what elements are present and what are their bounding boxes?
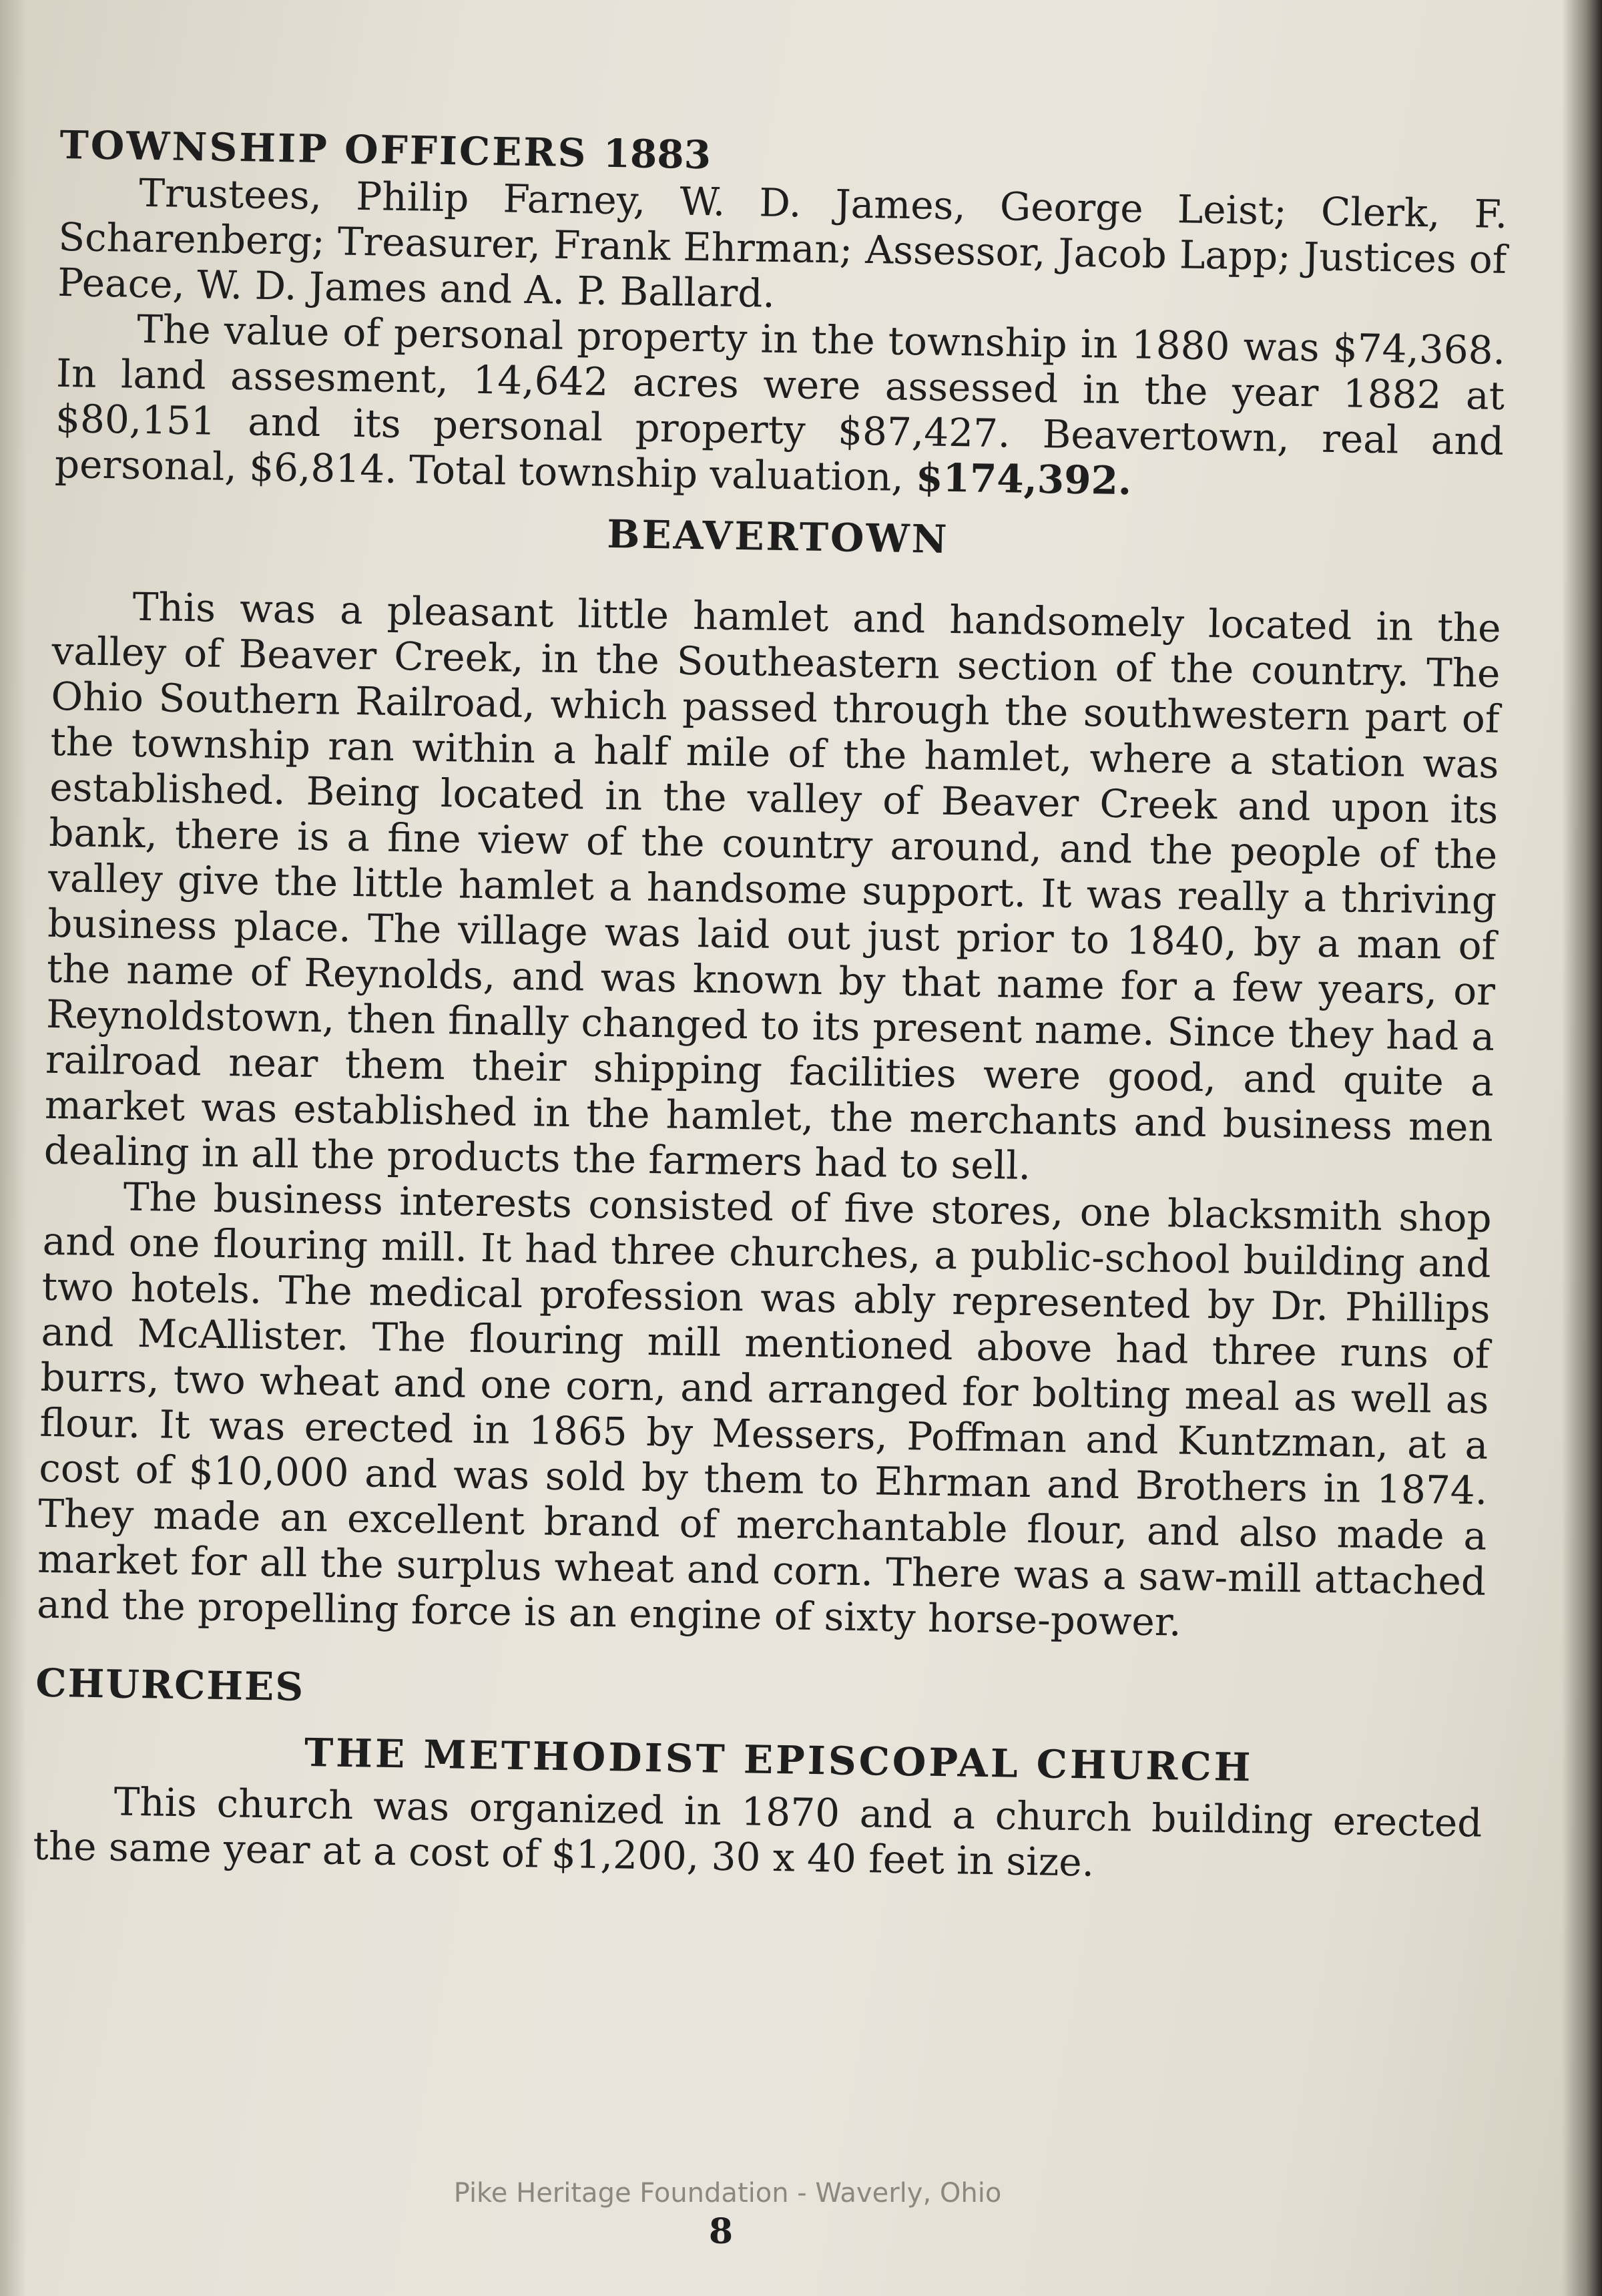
methodist-church-heading: THE METHODIST EPISCOPAL CHURCH — [304, 1730, 1254, 1791]
township-officers-year: 1883 — [603, 130, 712, 178]
page-content — [33, 122, 1509, 1891]
beavertown-heading: BEAVERTOWN — [606, 511, 950, 562]
page-edge-shadow — [1562, 0, 1602, 2296]
valuation-paragraph — [55, 305, 1506, 509]
page-gutter-shadow — [0, 0, 27, 2296]
methodist-church-paragraph: This church was organized in 1870 and a church building erected the same year at a cost of $1,200, 30 x 40 feet in size. — [33, 1779, 1483, 1885]
beavertown-paragraph-1: This was a pleasant little hamlet and handsomely located in the valley of Beaver Creek, in the Southeastern section of the country. The Ohio Southern Railroad, which passed through the southwestern part of the township ran within a half mile of the hamlet, where a station was established. Being located in the valley of Beaver Creek and upon its bank, there is a fine view of the country around, and the people of the valley give the little hamlet a handsome support. It was really a thriving business place. The village was laid out just prior to 1840, by a man of the name of Reynolds, and was known by that name for a few years, or Reynoldstown, then finally changed to its present name. Since they had a railroad near them their shipping facilities were good, and quite a market was established in the hamlet, the merchants and business men dealing in all the products the farmers had to sell. — [43, 584, 1502, 1188]
page-number: 8 — [708, 2211, 734, 2252]
township-officers-title: TOWNSHIP OFFICERS — [59, 122, 588, 176]
churches-heading: CHURCHES — [35, 1660, 305, 1710]
watermark-text: Pike Heritage Foundation - Waverly, Ohio — [453, 2178, 1002, 2209]
beavertown-paragraph-2: The business interests consisted of five stores, one blacksmith shop and one flouring mill. It had three churches, a public-school building and two hotels. The medical profession was ably represented by Dr. Phillips and McAllister. The flouring mill mentioned above had three runs of burrs, two wheat and one corn, and arranged for bolting meal as well as flour. It was erected in 1865 by Messers, Poffman and Kuntzman, at a cost of $10,000 and was sold by them to Ehrman and Brothers in 1874. They made an excellent brand of merchantable flour, and also made a market for all the surplus wheat and corn. There was a saw-mill attached and the propelling force is an engine of sixty horse-power. — [36, 1174, 1493, 1645]
township-officers-paragraph: Trustees, Philip Farney, W. D. James, George Leist; Clerk, F. Scharenberg; Treasurer, Frank Ehrman; Assessor, Jacob Lapp; Justices of Peace, W. D. James and A. P. Ballard. — [57, 170, 1508, 316]
valuation-total: $174,392. — [915, 455, 1132, 504]
valuation-text: The value of personal property in the township in 1880 was $74,368. In land assesment, 14,642 acres were assessed in the year 1882 at $80,151 and its personal property $87,427. Beavertown, real and personal, $6,814. Total township valuation, — [54, 306, 1506, 500]
